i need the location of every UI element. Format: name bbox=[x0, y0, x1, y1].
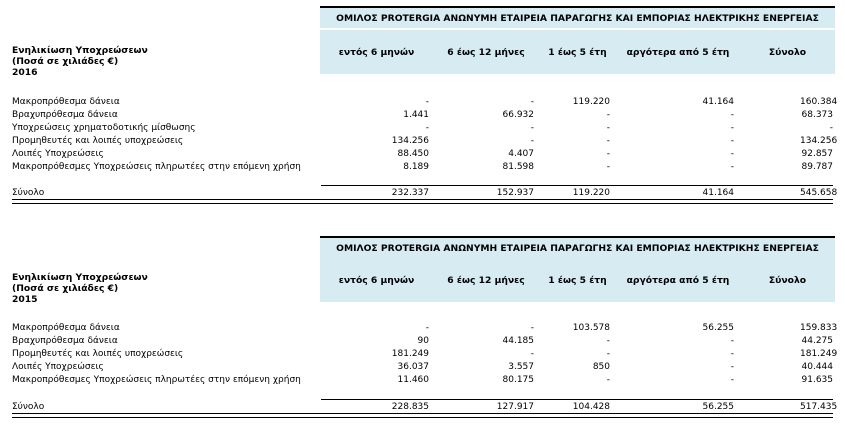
cell: 1.441 bbox=[403, 110, 429, 120]
table-row bbox=[0, 374, 845, 387]
cell: - bbox=[730, 349, 734, 359]
cell: 66.932 bbox=[502, 110, 534, 120]
row-label: Μακροπρόθεσμες Υποχρεώσεις πληρωτέες στην επόμενη χρήση bbox=[12, 375, 301, 385]
cell: - bbox=[530, 349, 534, 359]
row-label: Υποχρεώσεις χρηματοδοτικής μίσθωσης bbox=[12, 123, 196, 133]
cell: - bbox=[425, 97, 429, 107]
total-cell: 41.164 bbox=[702, 188, 734, 198]
cell: 88.450 bbox=[397, 149, 429, 159]
cell: 181.249 bbox=[800, 349, 838, 359]
cell: 92.857 bbox=[801, 149, 833, 159]
cell: 89.787 bbox=[801, 162, 833, 172]
table-row bbox=[0, 135, 845, 148]
cell: 160.384 bbox=[800, 97, 838, 107]
total-cell: 104.428 bbox=[572, 402, 610, 412]
cell: - bbox=[730, 123, 734, 133]
cell: 44.275 bbox=[801, 336, 833, 346]
col-header-within-6-months: εντός 6 μηνών bbox=[338, 46, 415, 58]
cell: - bbox=[829, 123, 833, 133]
cell: 44.185 bbox=[502, 336, 534, 346]
total-cell: 545.658 bbox=[800, 188, 838, 198]
cell: - bbox=[606, 149, 610, 159]
total-top-rule bbox=[321, 185, 833, 186]
total-cell: 56.255 bbox=[702, 402, 734, 412]
column-header-band bbox=[320, 30, 835, 75]
total-cell: 517.435 bbox=[800, 402, 838, 412]
side-header bbox=[12, 272, 148, 305]
table-row bbox=[0, 96, 845, 109]
total-cell: 232.337 bbox=[391, 188, 429, 198]
cell: 134.256 bbox=[391, 136, 429, 146]
cell: 68.373 bbox=[801, 110, 833, 120]
total-label: Σύνολο bbox=[12, 402, 45, 412]
col-header-over-5-years: αργότερα από 5 έτη bbox=[626, 46, 730, 58]
cell: - bbox=[730, 162, 734, 172]
cell: - bbox=[530, 323, 534, 333]
side-label-title: Ενηλικίωση Υποχρεώσεων bbox=[12, 45, 148, 56]
row-label: Λοιπές Υποχρεώσεις bbox=[12, 149, 104, 159]
year-label: 2016 bbox=[12, 67, 38, 78]
cell: 81.598 bbox=[502, 162, 534, 172]
side-label-units: (Ποσά σε χιλιάδες €) bbox=[12, 283, 119, 294]
cell: 103.578 bbox=[572, 323, 610, 333]
table-title: ΟΜΙΛΟΣ PROTERGIA ΑΝΩΝΥΜΗ ΕΤΑΙΡΕΙΑ ΠΑΡΑΓΩΓΗΣ ΚΑΙ ΕΜΠΟΡΙΑΣ ΗΛΕΚΤΡΙΚΗΣ ΕΝΕΡΓΕΙΑΣ bbox=[320, 236, 835, 258]
total-label: Σύνολο bbox=[12, 188, 45, 198]
table-2015 bbox=[0, 230, 845, 425]
total-top-rule bbox=[321, 399, 833, 400]
cell: 56.255 bbox=[702, 323, 734, 333]
cell: 80.175 bbox=[502, 375, 534, 385]
cell: - bbox=[530, 97, 534, 107]
row-label: Βραχυπρόθεσμα δάνεια bbox=[12, 110, 118, 120]
row-label: Μακροπρόθεσμα δάνεια bbox=[12, 97, 120, 107]
cell: - bbox=[606, 375, 610, 385]
double-underline bbox=[12, 413, 833, 418]
cell: - bbox=[606, 336, 610, 346]
col-header-over-5-years: αργότερα από 5 έτη bbox=[626, 274, 730, 286]
cell: 3.557 bbox=[508, 362, 534, 372]
row-label: Μακροπρόθεσμες Υποχρεώσεις πληρωτέες στην επόμενη χρήση bbox=[12, 162, 301, 172]
cell: 181.249 bbox=[391, 349, 429, 359]
row-label: Μακροπρόθεσμα δάνεια bbox=[12, 323, 120, 333]
double-underline bbox=[12, 199, 833, 204]
cell: - bbox=[730, 362, 734, 372]
total-cell: 228.835 bbox=[391, 402, 429, 412]
col-header-6-to-12-months: 6 έως 12 μήνες bbox=[447, 46, 525, 58]
cell: - bbox=[730, 110, 734, 120]
col-header-within-6-months: εντός 6 μηνών bbox=[338, 274, 415, 286]
cell: - bbox=[425, 323, 429, 333]
side-label-title: Ενηλικίωση Υποχρεώσεων bbox=[12, 272, 148, 283]
cell: 11.460 bbox=[397, 375, 429, 385]
col-header-total: Σύνολο bbox=[768, 274, 807, 286]
table-row bbox=[0, 361, 845, 374]
cell: - bbox=[606, 110, 610, 120]
cell: 159.833 bbox=[800, 323, 838, 333]
cell: 134.256 bbox=[800, 136, 838, 146]
year-label: 2015 bbox=[12, 294, 38, 305]
col-header-1-to-5-years: 1 έως 5 έτη bbox=[548, 274, 607, 286]
cell: - bbox=[606, 123, 610, 133]
cell: 40.444 bbox=[801, 362, 833, 372]
col-header-1-to-5-years: 1 έως 5 έτη bbox=[548, 46, 607, 58]
col-header-total: Σύνολο bbox=[768, 46, 807, 58]
row-label: Προμηθευτές και λοιπές υποχρεώσεις bbox=[12, 349, 184, 359]
cell: - bbox=[530, 123, 534, 133]
row-label: Βραχυπρόθεσμα δάνεια bbox=[12, 336, 118, 346]
total-cell: 152.937 bbox=[496, 188, 534, 198]
side-label-units: (Ποσά σε χιλιάδες €) bbox=[12, 56, 119, 67]
cell: 8.189 bbox=[403, 162, 429, 172]
cell: - bbox=[530, 136, 534, 146]
cell: - bbox=[730, 149, 734, 159]
cell: - bbox=[730, 375, 734, 385]
cell: 91.635 bbox=[801, 375, 833, 385]
col-header-6-to-12-months: 6 έως 12 μήνες bbox=[447, 274, 525, 286]
table-2016 bbox=[0, 0, 845, 205]
cell: - bbox=[606, 136, 610, 146]
cell: - bbox=[730, 136, 734, 146]
cell: 119.220 bbox=[572, 97, 610, 107]
side-header bbox=[12, 45, 148, 78]
cell: 850 bbox=[592, 362, 610, 372]
cell: - bbox=[425, 123, 429, 133]
table-row bbox=[0, 122, 845, 135]
cell: - bbox=[730, 336, 734, 346]
table-row bbox=[0, 109, 845, 122]
table-row bbox=[0, 322, 845, 335]
table-row bbox=[0, 161, 845, 174]
cell: 41.164 bbox=[702, 97, 734, 107]
table-title: ΟΜΙΛΟΣ PROTERGIA ΑΝΩΝΥΜΗ ΕΤΑΙΡΕΙΑ ΠΑΡΑΓΩΓΗΣ ΚΑΙ ΕΜΠΟΡΙΑΣ ΗΛΕΚΤΡΙΚΗΣ ΕΝΕΡΓΕΙΑΣ bbox=[320, 6, 835, 28]
row-label: Λοιπές Υποχρεώσεις bbox=[12, 362, 104, 372]
cell: 4.407 bbox=[508, 149, 534, 159]
table-row bbox=[0, 335, 845, 348]
table-row bbox=[0, 348, 845, 361]
total-cell: 127.917 bbox=[496, 402, 534, 412]
cell: 36.037 bbox=[397, 362, 429, 372]
column-header-band bbox=[320, 258, 835, 303]
cell: - bbox=[606, 162, 610, 172]
table-row bbox=[0, 148, 845, 161]
cell: 90 bbox=[417, 336, 429, 346]
total-cell: 119.220 bbox=[572, 188, 610, 198]
row-label: Προμηθευτές και λοιπές υποχρεώσεις bbox=[12, 136, 184, 146]
cell: - bbox=[606, 349, 610, 359]
